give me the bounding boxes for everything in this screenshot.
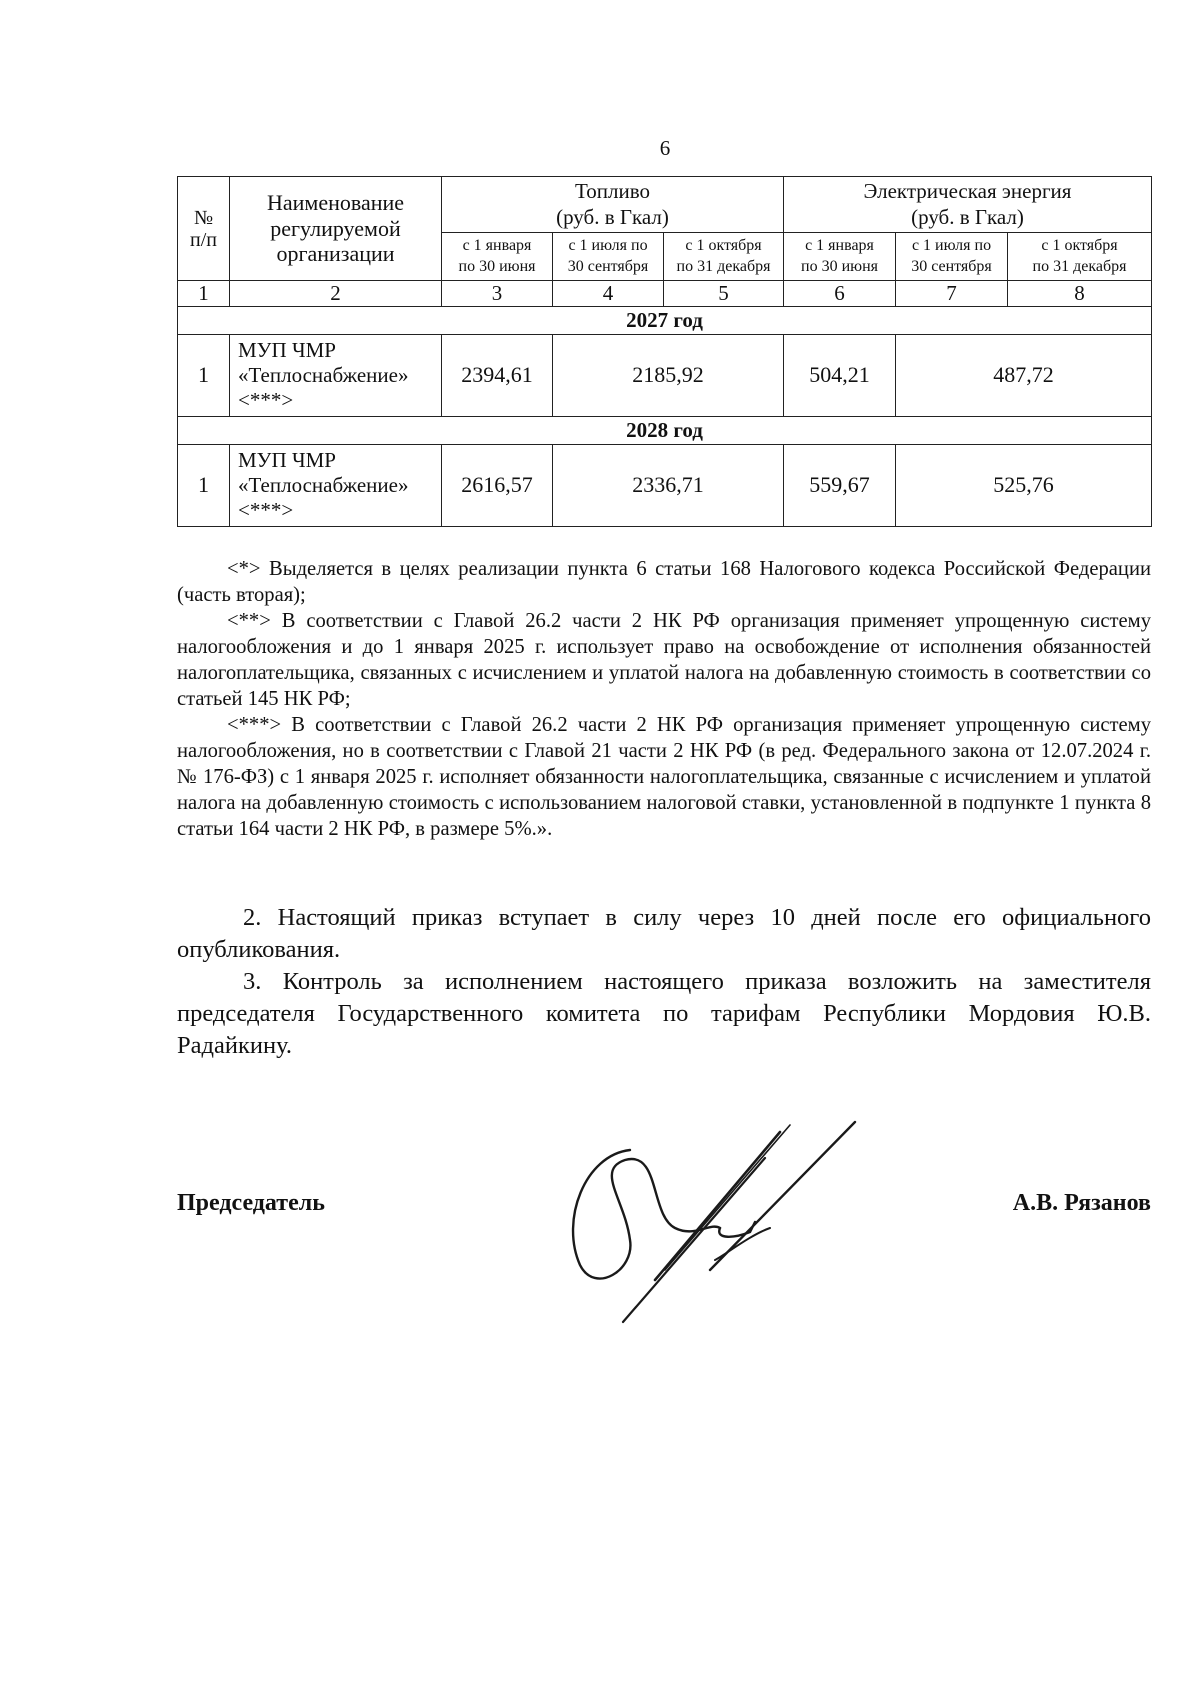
header-organization-cell: Наименование регулируемой организации — [230, 177, 442, 281]
period-cell: с 1 октября по 31 декабря — [1008, 233, 1152, 281]
fuel-jul-dec-value: 2185,92 — [553, 335, 784, 417]
electricity-jan-jun-value: 559,67 — [784, 445, 896, 527]
signatory-name: А.В. Рязанов — [1012, 1190, 1151, 1216]
organization-name: МУП ЧМР «Теплоснабжение» <***> — [230, 335, 442, 417]
electricity-jan-jun-value: 504,21 — [784, 335, 896, 417]
column-number: 5 — [664, 281, 784, 307]
year-label: 2028 год — [178, 417, 1152, 445]
period-cell: с 1 января по 30 июня — [442, 233, 553, 281]
header-number-cell: № п/п — [178, 177, 230, 281]
period-cell: с 1 октября по 31 декабря — [664, 233, 784, 281]
period-cell: с 1 июля по 30 сентября — [553, 233, 664, 281]
period-cell: с 1 января по 30 июня — [784, 233, 896, 281]
footnote-triple-star: <***> В соответствии с Главой 26.2 части 2 НК РФ организация применяет упрощенную систему налогообложения, но в соответствии с Главой 21 части 2 НК РФ (в ред. Федерального закона от 12.07.2024 г. № 176-ФЗ) с 1 января 2025 г. исполняет обязанности налогоплательщика, связанные с исчислением и уплатой налога на добавленную стоимость с использованием налоговой ставки, установленной в подпункте 1 пункта 8 статьи 164 части 2 НК РФ, в размере 5%.». — [177, 714, 1151, 840]
column-number: 2 — [230, 281, 442, 307]
row-number: 1 — [178, 335, 230, 417]
table-row — [178, 445, 1152, 527]
electricity-jul-dec-value: 487,72 — [896, 335, 1152, 417]
column-number: 4 — [553, 281, 664, 307]
column-number: 3 — [442, 281, 553, 307]
period-cell: с 1 июля по 30 сентября — [896, 233, 1008, 281]
footnote-double-star: <**> В соответствии с Главой 26.2 части 2 НК РФ организация применяет упрощенную систему налогообложения и до 1 января 2025 г. использует право на освобождение от исполнения обязанностей налогоплательщика, связанных с исчислением и уплатой налога на добавленную стоимость в соответствии со статьей 145 НК РФ; — [177, 610, 1151, 710]
fuel-jul-dec-value: 2336,71 — [553, 445, 784, 527]
table-header-row — [178, 177, 1152, 233]
header-electricity-cell: Электрическая энергия (руб. в Гкал) — [784, 177, 1152, 233]
fuel-jan-jun-value: 2616,57 — [442, 445, 553, 527]
column-number: 7 — [896, 281, 1008, 307]
page-number: 6 — [659, 136, 671, 160]
column-number-row — [178, 281, 1152, 307]
fuel-jan-jun-value: 2394,61 — [442, 335, 553, 417]
tariff-table — [177, 176, 1152, 527]
column-number: 1 — [178, 281, 230, 307]
row-number: 1 — [178, 445, 230, 527]
organization-name: МУП ЧМР «Теплоснабжение» <***> — [230, 445, 442, 527]
footnote-single-star: <*> Выделяется в целях реализации пункта 6 статьи 168 Налогового кодекса Российской Федерации (часть вторая); — [177, 558, 1151, 606]
electricity-jul-dec-value: 525,76 — [896, 445, 1152, 527]
year-row-2028 — [178, 417, 1152, 445]
order-clauses — [177, 902, 1151, 1062]
header-fuel-cell: Топливо (руб. в Гкал) — [442, 177, 784, 233]
footnotes — [177, 556, 1151, 842]
signatory-title: Председатель — [177, 1190, 325, 1216]
column-number: 6 — [784, 281, 896, 307]
column-number: 8 — [1008, 281, 1152, 307]
year-label: 2027 год — [178, 307, 1152, 335]
clause-2: 2. Настоящий приказ вступает в силу через 10 дней после его официального опубликования. — [177, 904, 1151, 963]
clause-3: 3. Контроль за исполнением настоящего приказа возложить на заместителя председателя Государственного комитета по тарифам Республики Мордовия Ю.В. Радайкину. — [177, 968, 1151, 1059]
handwritten-signature — [565, 1110, 885, 1330]
table-row — [178, 335, 1152, 417]
year-row-2027 — [178, 307, 1152, 335]
